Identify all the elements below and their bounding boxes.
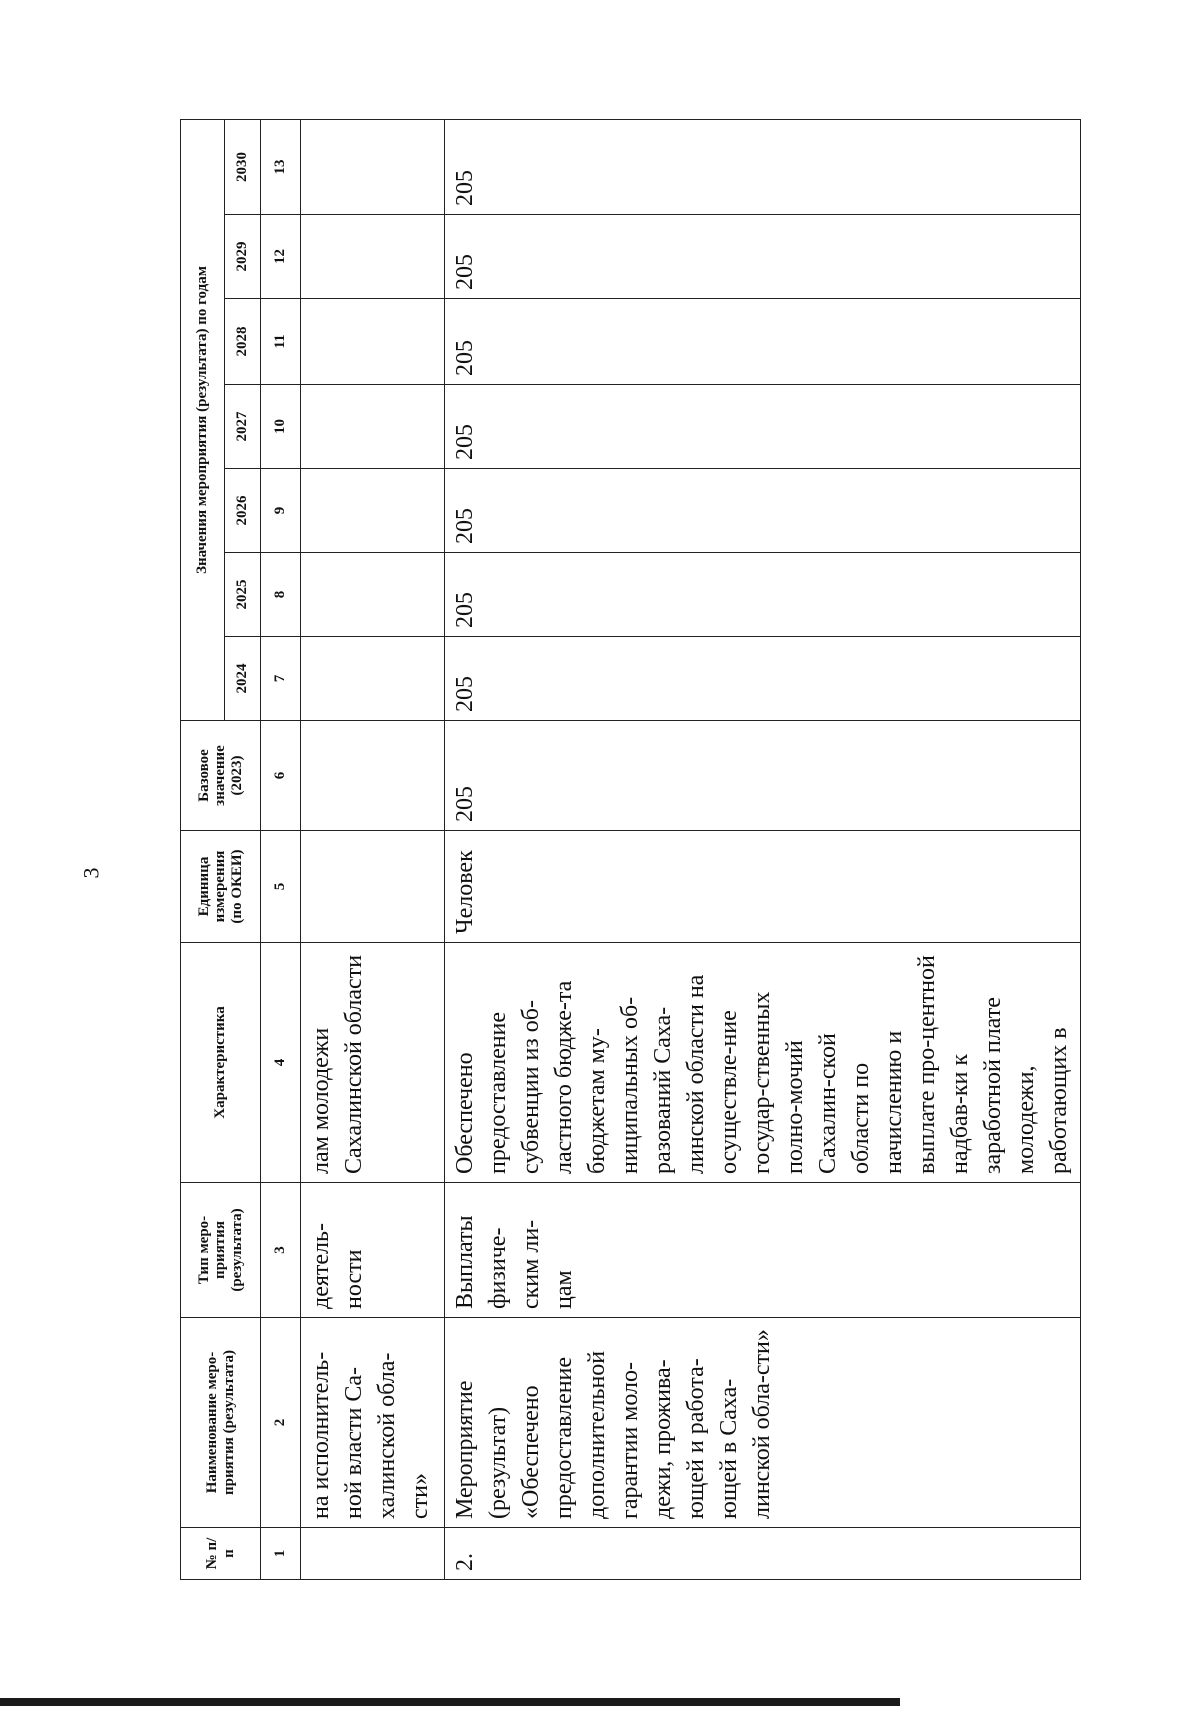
column-number: 12 [261,215,301,299]
cell-type: деятель-ности [301,1183,445,1318]
cell-name: Мероприятие (результат) «Обеспечено предоставление дополнительной гарантии моло-дежи, прожива-ющей и работа-ющей в Саха-линской обла-сти» [445,1318,1081,1528]
column-number: 10 [261,385,301,469]
header-type: Тип меро-приятия (результата) [181,1183,261,1318]
header-year: 2029 [225,215,261,299]
cell-value [301,469,445,553]
column-number: 9 [261,469,301,553]
cell-no [301,1528,445,1580]
table-row [445,120,1081,1580]
header-base: Базовое значение (2023) [181,721,261,831]
cell-type: Выплаты физиче-ским ли-цам [445,1183,1081,1318]
cell-value [301,385,445,469]
cell-value: 205 [445,637,1081,721]
cell-value: 205 [445,299,1081,385]
column-number: 1 [261,1528,301,1580]
cell-value: 205 [445,215,1081,299]
cell-unit: Человек [445,831,1081,943]
column-number: 5 [261,831,301,943]
column-number: 7 [261,637,301,721]
cell-characteristic: лам молодежи Сахалинской области [301,943,445,1183]
column-number: 2 [261,1318,301,1528]
cell-base: 205 [445,721,1081,831]
cell-value: 205 [445,469,1081,553]
cell-value [301,553,445,637]
header-year: 2024 [225,637,261,721]
column-number: 4 [261,943,301,1183]
column-number: 3 [261,1183,301,1318]
cell-value: 205 [445,120,1081,215]
column-number: 11 [261,299,301,385]
header-no: № п/п [181,1528,261,1580]
header-year: 2027 [225,385,261,469]
header-year: 2030 [225,120,261,215]
header-values-group: Значения мероприятия (результата) по годам [181,120,225,721]
cell-name: на исполнитель-ной власти Са-халинской обла-сти» [301,1318,445,1528]
cell-value: 205 [445,385,1081,469]
cell-no: 2. [445,1528,1081,1580]
header-year: 2028 [225,299,261,385]
document-table-rotated [180,120,1080,1580]
header-year: 2025 [225,553,261,637]
column-number: 8 [261,553,301,637]
header-unit: Единица измерения (по ОКЕИ) [181,831,261,943]
cell-value [301,215,445,299]
cell-value [301,637,445,721]
cell-value [301,120,445,215]
scan-edge-bar [0,1698,900,1706]
table-row [301,120,445,1580]
cell-value [301,299,445,385]
header-year: 2026 [225,469,261,553]
column-number: 6 [261,721,301,831]
header-name: Наименование меро-приятия (результата) [181,1318,261,1528]
cell-base [301,721,445,831]
results-table [180,119,1081,1580]
cell-value: 205 [445,553,1081,637]
cell-characteristic: Обеспечено предоставление субвенции из об-ластного бюдже-та бюджетам му-ниципальных об-разований Саха-линской области на осуществле-ние государ-ственных полно-мочий Сахалин-ской области по начислению и выплате про-центной надбав-ки к заработной плате молодежи, работающих в [445,943,1081,1183]
column-number: 13 [261,120,301,215]
page-number: 3 [78,867,104,879]
header-characteristic: Характеристика [181,943,261,1183]
cell-unit [301,831,445,943]
